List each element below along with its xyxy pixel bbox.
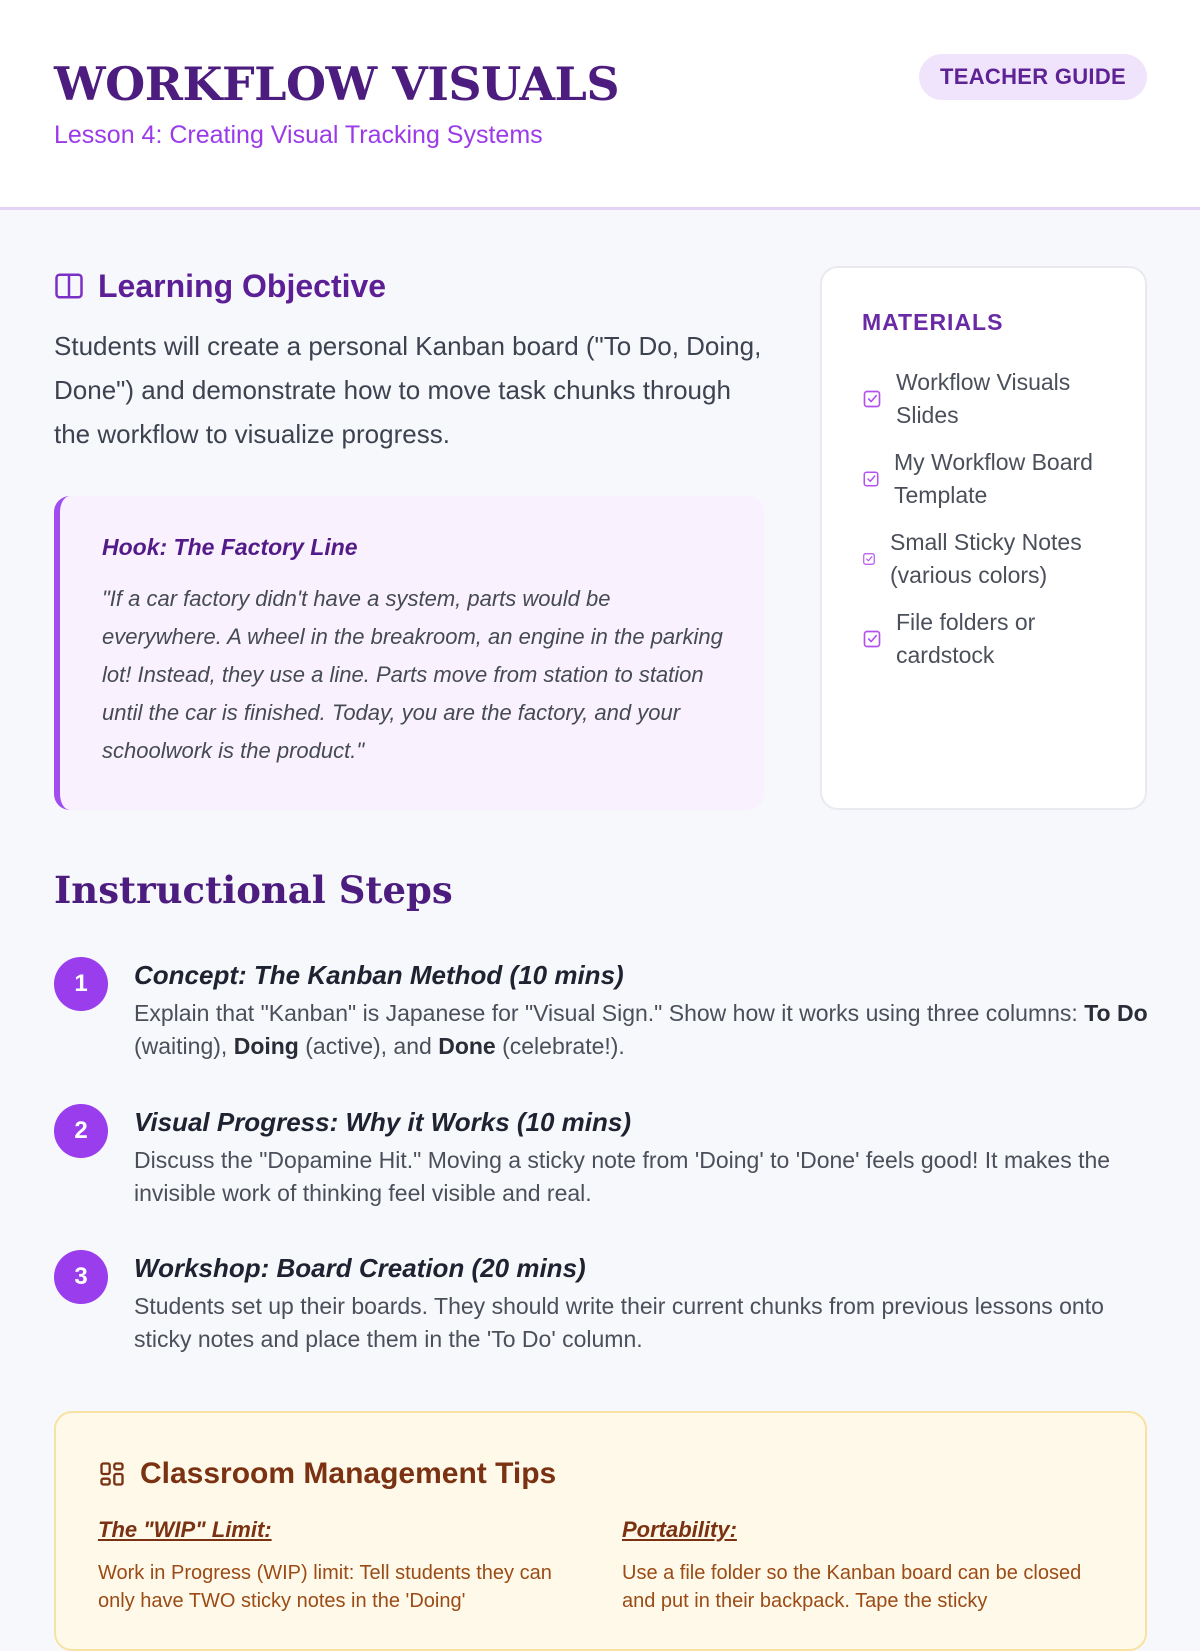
- materials-item: [862, 526, 1107, 592]
- tip-title: Portability:: [622, 1517, 737, 1542]
- hook-callout: [54, 496, 764, 810]
- step-text: Explain that "Kanban" is Japanese for "Visual Sign." Show how it works using three columns: To Do (waiting), Doing (active), and Done (celebrate!).: [134, 1000, 1148, 1059]
- page-header: [0, 0, 1200, 210]
- objective-heading: [54, 266, 386, 306]
- objective-text: Students will create a personal Kanban board ("To Do, Doing, Done") and demonstrate how to move task chunks through the workflow to visualize progress.: [54, 331, 762, 449]
- tip-text: Use a file folder so the Kanban board can be closed and put in their backpack. Tape the sticky: [622, 1562, 1082, 1612]
- step-title: Concept: The Kanban Method (10 mins): [134, 960, 624, 990]
- materials-title: MATERIALS: [862, 309, 1004, 335]
- page-title: WORKFLOW VISUALS: [54, 57, 620, 111]
- teacher-guide-badge: TEACHER GUIDE: [919, 54, 1147, 100]
- hook-title: Hook: The Factory Line: [102, 534, 358, 560]
- tip-item: [98, 1515, 568, 1615]
- check-square-icon: [862, 552, 876, 566]
- materials-item-label: File folders or cardstock: [896, 609, 1036, 668]
- tip-title: The "WIP" Limit:: [98, 1517, 272, 1542]
- tip-text: Work in Progress (WIP) limit: Tell students they can only have TWO sticky notes in the 'Doing': [98, 1562, 552, 1612]
- tips-card: [54, 1411, 1147, 1651]
- step-term-todo: To Do: [1084, 1000, 1148, 1026]
- materials-item-label: Workflow Visuals Slides: [896, 369, 1071, 428]
- step-term-done: Done: [438, 1033, 496, 1059]
- steps-title: Instructional Steps: [54, 868, 453, 912]
- tips-heading: [98, 1457, 556, 1491]
- dashboard-icon: [98, 1460, 126, 1488]
- materials-item: [862, 446, 1107, 512]
- page-subtitle: Lesson 4: Creating Visual Tracking Systems: [54, 121, 543, 149]
- book-open-icon: [54, 271, 84, 301]
- step-number: 3: [54, 1250, 108, 1304]
- tips-title: Classroom Management Tips: [140, 1457, 557, 1490]
- materials-item: [862, 606, 1107, 672]
- hook-quote: "If a car factory didn't have a system, parts would be everywhere. A wheel in the breakroom, an engine in the parking lot! Instead, they use a line. Parts move from station to station until the car is finished. Today, you are the factory, and your schoolwork is the product.": [102, 586, 723, 763]
- check-square-icon: [862, 629, 882, 649]
- objective-title: Learning Objective: [98, 267, 387, 304]
- materials-item-label: My Workflow Board Template: [894, 449, 1093, 508]
- step-number: 1: [54, 957, 108, 1011]
- step-title: Workshop: Board Creation (20 mins): [134, 1253, 586, 1283]
- materials-item-label: Small Sticky Notes (various colors): [890, 529, 1082, 588]
- step-text: Students set up their boards. They should write their current chunks from previous lessons onto sticky notes and place them in the 'To Do' column.: [134, 1293, 1104, 1352]
- step-term-doing: Doing: [233, 1033, 299, 1059]
- step-number: 2: [54, 1104, 108, 1158]
- materials-card: [820, 266, 1147, 810]
- materials-item: [862, 366, 1107, 432]
- step-text: Discuss the "Dopamine Hit." Moving a sticky note from 'Doing' to 'Done' feels good! It makes the invisible work of thinking feel visible and real.: [134, 1147, 1111, 1206]
- tip-item: [622, 1515, 1092, 1615]
- check-square-icon: [862, 470, 880, 488]
- check-square-icon: [862, 389, 882, 409]
- step-title: Visual Progress: Why it Works (10 mins): [134, 1107, 632, 1137]
